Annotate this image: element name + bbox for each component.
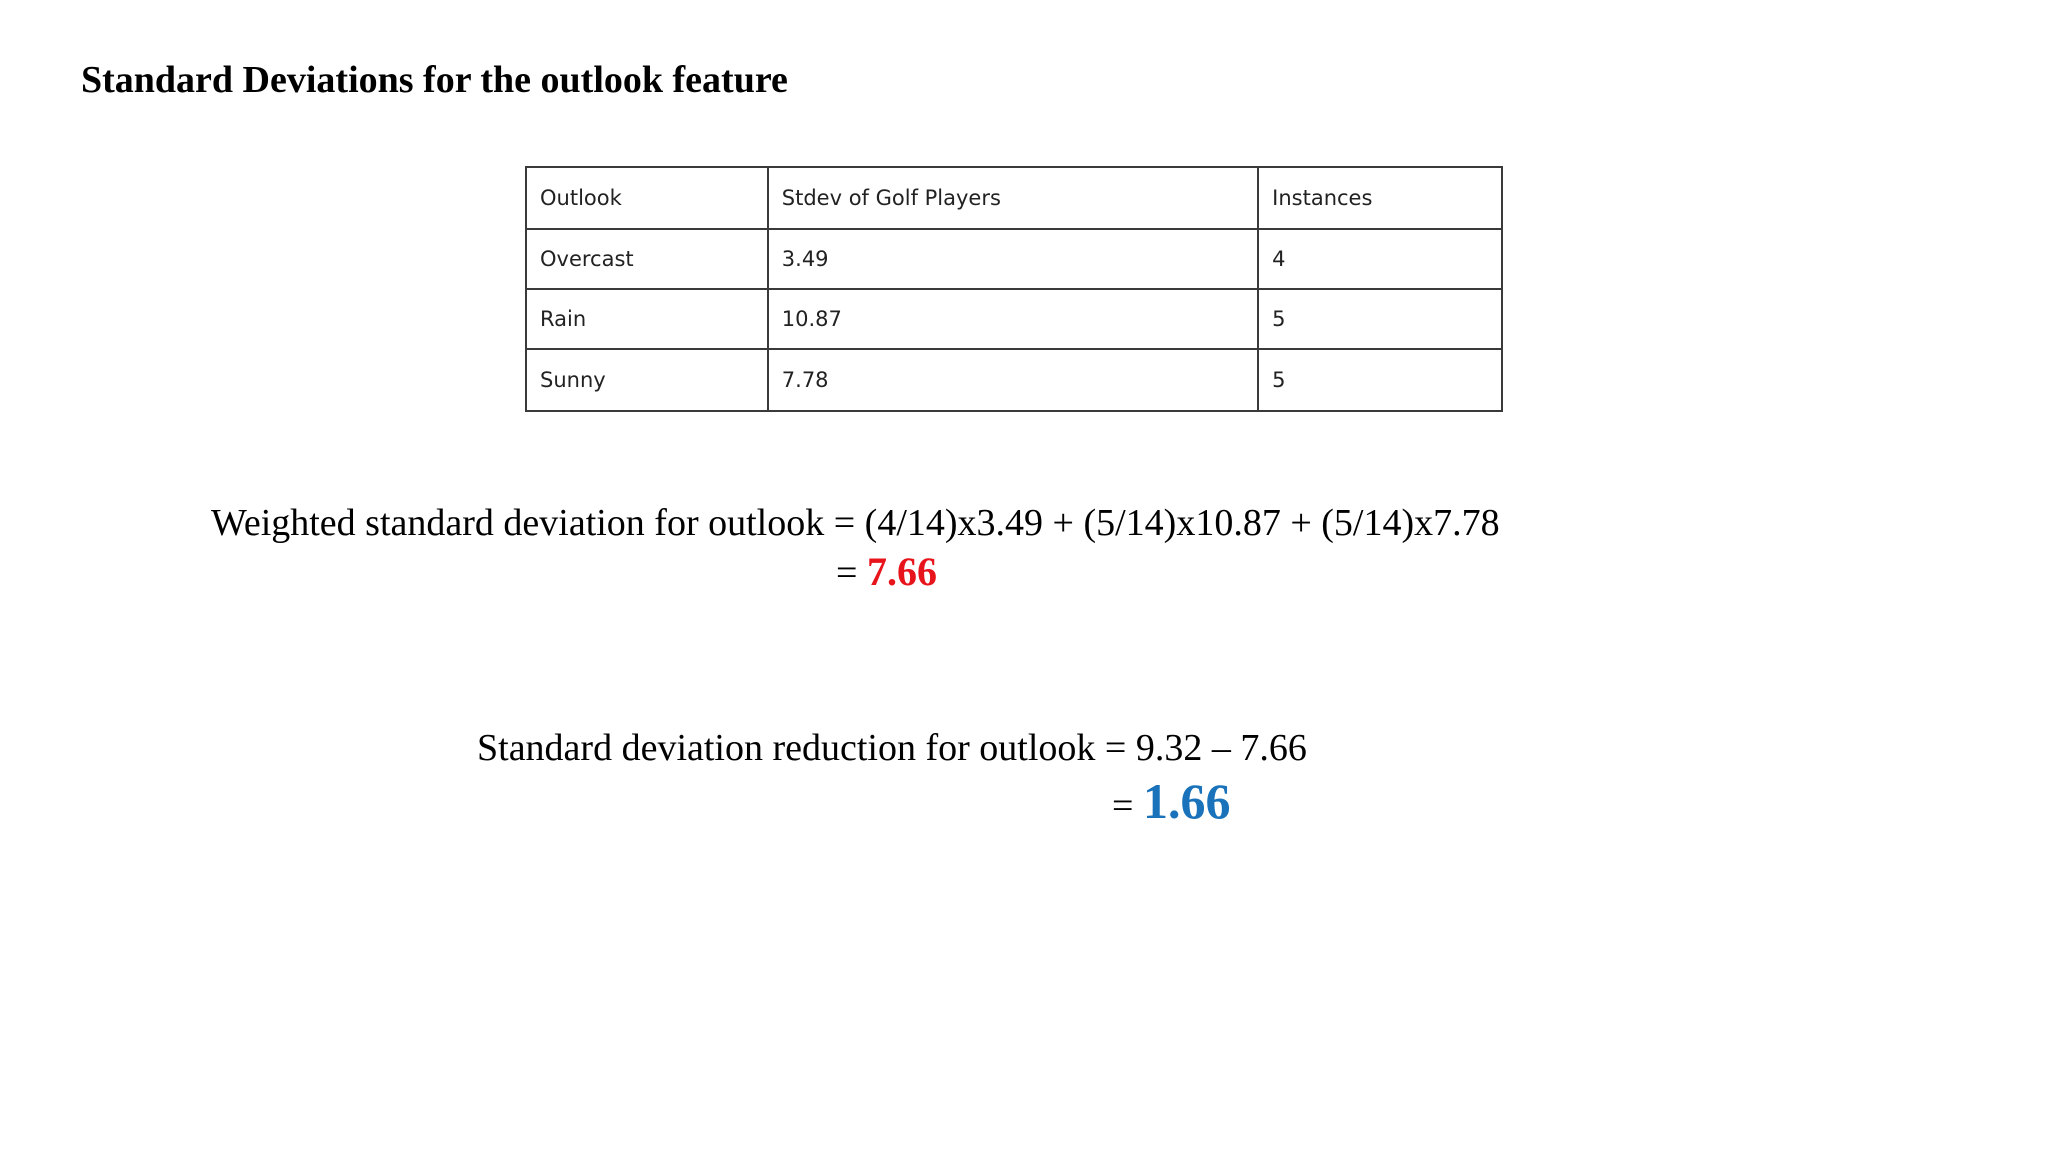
cell-stdev: 3.49 — [768, 229, 1258, 289]
header-outlook: Outlook — [526, 167, 768, 229]
cell-outlook: Rain — [526, 289, 768, 349]
table-row — [526, 289, 1502, 349]
weighted-stdev-result-line — [836, 548, 937, 597]
header-instances: Instances — [1258, 167, 1502, 229]
reduction-equals: = — [1112, 785, 1143, 827]
table-row — [526, 349, 1502, 411]
stdev-reduction-result-line — [1112, 771, 1230, 831]
stdev-reduction-formula: Standard deviation reduction for outlook = 9.32 – 7.66 — [477, 727, 1307, 769]
stdev-reduction-value: 1.66 — [1142, 773, 1231, 829]
cell-instances: 4 — [1258, 229, 1502, 289]
cell-outlook: Overcast — [526, 229, 768, 289]
slide-title: Standard Deviations for the outlook feature — [81, 59, 788, 101]
table-header-row — [526, 167, 1502, 229]
table-row — [526, 229, 1502, 289]
cell-outlook: Sunny — [526, 349, 768, 411]
weighted-stdev-formula: Weighted standard deviation for outlook = (4/14)x3.49 + (5/14)x10.87 + (5/14)x7.78 — [211, 502, 1500, 544]
cell-instances: 5 — [1258, 289, 1502, 349]
weighted-stdev-value: 7.66 — [866, 549, 937, 594]
cell-stdev: 7.78 — [768, 349, 1258, 411]
cell-instances: 5 — [1258, 349, 1502, 411]
outlook-stdev-table — [525, 166, 1503, 412]
cell-stdev: 10.87 — [768, 289, 1258, 349]
header-stdev: Stdev of Golf Players — [768, 167, 1258, 229]
weighted-equals: = — [836, 552, 867, 594]
